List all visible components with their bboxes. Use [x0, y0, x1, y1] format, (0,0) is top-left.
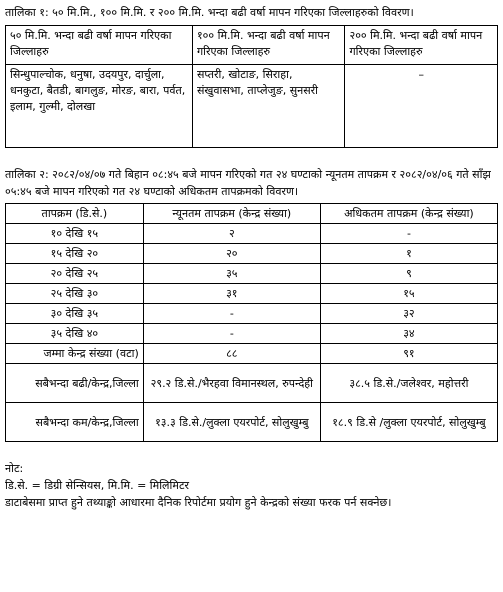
notes-heading: नोट: [5, 462, 24, 475]
temp-range: १५ देखि २० [6, 244, 144, 264]
table-row [6, 284, 498, 304]
table-row [6, 204, 498, 224]
min-count: ३१ [143, 284, 320, 304]
table-row [6, 224, 498, 244]
table-header-min: न्यूनतम तापक्रम (केन्द्र संख्या) [143, 204, 320, 224]
max-count: ९ [320, 264, 497, 284]
table-row [6, 65, 498, 148]
total-min: ८८ [143, 344, 320, 364]
total-label: जम्मा केन्द्र संख्या (वटा) [6, 344, 144, 364]
table-row [6, 364, 498, 403]
max-count: - [320, 224, 497, 244]
min-count: ३५ [143, 264, 320, 284]
max-count: ३२ [320, 304, 497, 324]
highest-label: सबैभन्दा बढी/केन्द्र,जिल्ला [6, 364, 144, 403]
districts-50mm: सिन्धुपाल्चोक, धनुषा, उदयपुर, दार्चुला, धनकुटा, बैतडी, बागलुङ, मोरङ, बारा, पर्वत, इलाम, गुल्मी, दोलखा [6, 65, 193, 148]
table-row [6, 26, 498, 65]
table-header-100mm: १०० मि.मि. भन्दा बढी वर्षा मापन गरिएका जिल्लाहरु [192, 26, 345, 65]
min-count: - [143, 304, 320, 324]
table-row [6, 403, 498, 442]
notes-line-2: डाटाबेसमा प्राप्त हुने तथ्याङ्को आधारमा दैनिक रिपोर्टमा प्रयोग हुने केन्द्रको संख्या फरक पर्न सक्नेछ। [5, 496, 392, 509]
min-count: २० [143, 244, 320, 264]
notes-section [5, 460, 498, 511]
table-header-max: अधिकतम तापक्रम (केन्द्र संख्या) [320, 204, 497, 224]
table-row [6, 304, 498, 324]
table-row [6, 244, 498, 264]
temp-range: २५ देखि ३० [6, 284, 144, 304]
temp-range: ३५ देखि ४० [6, 324, 144, 344]
districts-100mm: सप्तरी, खोटाङ, सिराहा, संखुवासभा, ताप्लेजुङ, सुनसरी [192, 65, 345, 148]
total-max: ९१ [320, 344, 497, 364]
table-row [6, 344, 498, 364]
rainfall-table [5, 25, 498, 148]
highest-max: ३८.५ डि.से./जलेश्वर, महोत्तरी [320, 364, 497, 403]
document-page [5, 4, 498, 511]
max-count: १ [320, 244, 497, 264]
temp-range: २० देखि २५ [6, 264, 144, 284]
min-count: २ [143, 224, 320, 244]
table-row [6, 324, 498, 344]
lowest-label: सबैभन्दा कम/केन्द्र,जिल्ला [6, 403, 144, 442]
table-row [6, 264, 498, 284]
table2-caption: तालिका २: २०८२/०४/०७ गते बिहान ०८:४५ बजे मापन गरिएको गत २४ घण्टाको न्यूनतम तापक्रम र २०८२/०४/०६ गते साँझ ०५:४५ बजे मापन गरिएको गत २४ घण्टाको अधिकतम तापक्रमको विवरण। [5, 168, 491, 198]
table-header-200mm: २०० मि.मि. भन्दा बढी वर्षा मापन गरिएका जिल्लाहरु [345, 26, 498, 65]
temp-range: १० देखि १५ [6, 224, 144, 244]
max-count: १५ [320, 284, 497, 304]
districts-200mm: – [345, 65, 498, 148]
temperature-table [5, 203, 498, 442]
lowest-min: १३.३ डि.से./लुक्ला एयरपोर्ट, सोलुखुम्बु [143, 403, 320, 442]
min-count: - [143, 324, 320, 344]
table1-caption: तालिका १: ५० मि.मि., १०० मि.मि. र २०० मि.मि. भन्दा बढी वर्षा मापन गरिएका जिल्लाहरुको विवरण। [5, 6, 414, 19]
notes-line-1: डि.से. = डिग्री सेन्सियस, मि.मि. = मिलिमिटर [5, 479, 189, 492]
temp-range: ३० देखि ३५ [6, 304, 144, 324]
table-header-temperature: तापक्रम (डि.से.) [6, 204, 144, 224]
max-count: ३४ [320, 324, 497, 344]
highest-min: २९.२ डि.से./भैरहवा विमानस्थल, रुपन्देही [143, 364, 320, 403]
lowest-max: १८.९ डि.से /लुक्ला एयरपोर्ट, सोलुखुम्बु [320, 403, 497, 442]
table-header-50mm: ५० मि.मि. भन्दा बढी वर्षा मापन गरिएका जिल्लाहरु [6, 26, 193, 65]
